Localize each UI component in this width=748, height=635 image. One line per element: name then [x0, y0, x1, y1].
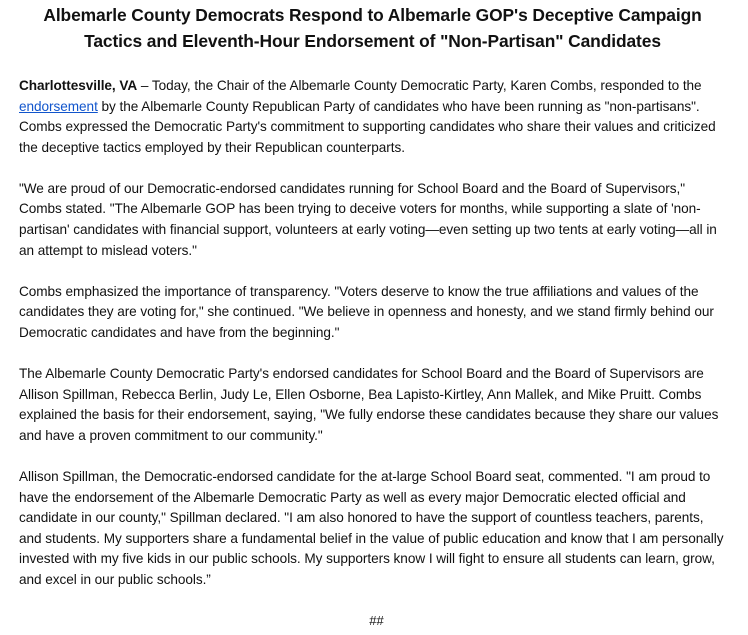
press-release-title: Albemarle County Democrats Respond to Albemarle GOP's Deceptive Campaign Tactics and Eleventh-Hour Endorsement of "Non-Partisan" Candidates: [43, 5, 702, 51]
intro-rest-text: by the Albemarle County Republican Party of candidates who have been running as "non-partisans". Combs expressed the Democratic Party's commitment to supporting candidates who share their values and criticized the deceptive tactics employed by their Republican counterparts.: [19, 98, 716, 155]
endorsement-link[interactable]: endorsement: [19, 98, 98, 114]
paragraph-spillman-statement: Allison Spillman, the Democratic-endorsed candidate for the at-large School Board seat, commented. "I am proud to have the endorsement of the Albemarle Democratic Party as well as every major Democratic elected official and candidate in our county," Spillman declared. "I am also honored to have the support of countless teachers, parents, and students. My supporters share a fundamental belief in the value of public education and know that I am personally invested with my five kids in our public schools. My supporters know I will fight to ensure all students can learn, grow, and excel in our public schools.”: [19, 468, 724, 587]
paragraph-intro: [19, 76, 726, 158]
paragraph-endorsed-candidates: The Albemarle County Democratic Party's endorsed candidates for School Board and the Board of Supervisors are Allison Spillman, Rebecca Berlin, Judy Le, Ellen Osborne, Bea Lapisto-Kirtley, Ann Mallek, and Mike Pruitt. Combs explained the basis for their endorsement, saying, "We fully endorse these candidates because they share our values and have a proven commitment to our community.": [19, 366, 719, 443]
end-mark: ##: [369, 613, 384, 629]
paragraph-combs-statement: "We are proud of our Democratic-endorsed candidates running for School Board and the Board of Supervisors," Combs stated. "The Albemarle GOP has been trying to deceive voters for months, while supporting a slate of 'non-partisan' candidates with financial support, volunteers at early voting—even setting up two tents at early voting—all in an attempt to mislead voters.": [19, 180, 717, 258]
paragraph-transparency: Combs emphasized the importance of transparency. "Voters deserve to know the true affiliations and values of the candidates they are voting for," she continued. "We believe in openness and honesty, and we stand firmly behind our Democratic candidates and have from the beginning.": [19, 283, 714, 340]
dateline: Charlottesville, VA: [19, 78, 138, 93]
intro-lead-text: – Today, the Chair of the Albemarle County Democratic Party, Karen Combs, responded to the: [137, 78, 702, 93]
